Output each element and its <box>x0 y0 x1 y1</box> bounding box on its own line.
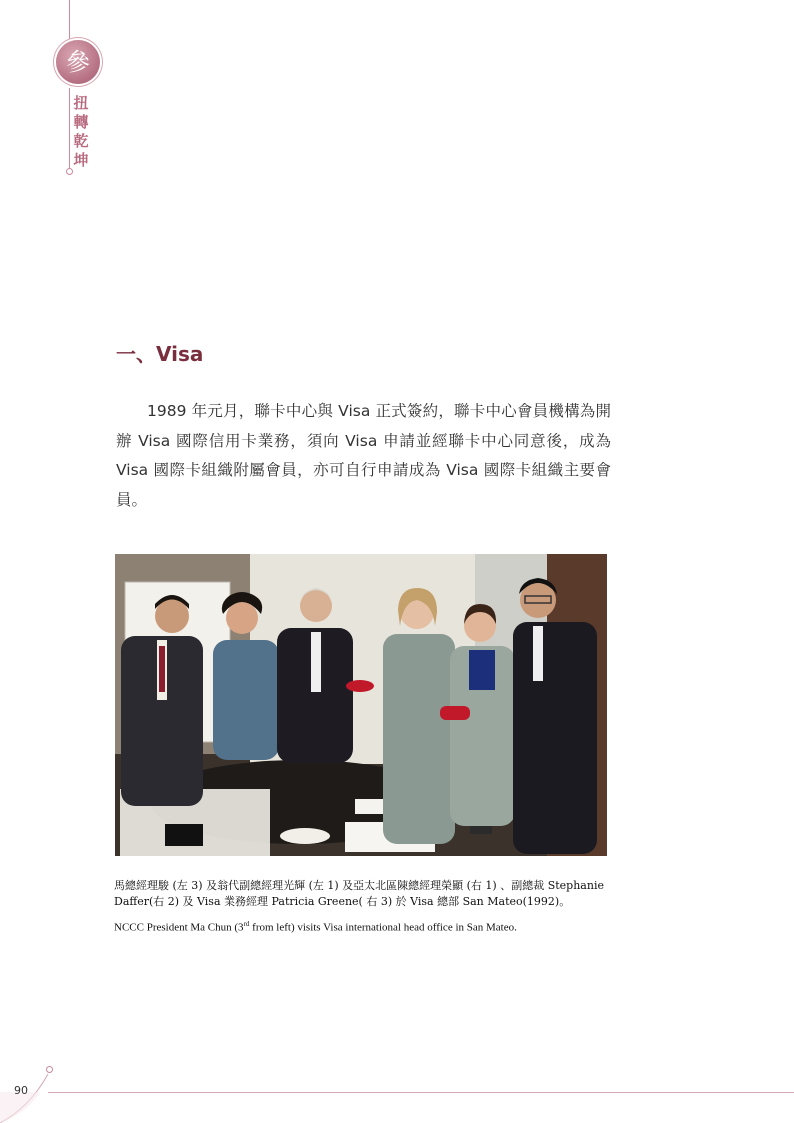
photo-caption-english <box>114 917 634 935</box>
sidebar-rule-top <box>69 0 70 40</box>
caption-en-superscript: rd <box>243 920 250 928</box>
chapter-title: 扭轉乾坤 <box>73 94 89 169</box>
section-paragraph: 1989 年元月，聯卡中心與 Visa 正式簽約，聯卡中心會員機構為開辦 Visa 國際信用卡業務，須向 Visa 申請並經聯卡中心同意後，成為 Visa 國際卡組織附屬會員，亦可自行申請成為 Visa 國際卡組織主要會員。 <box>116 402 611 509</box>
section-heading: 一、Visa <box>116 342 204 366</box>
group-photo <box>115 554 607 856</box>
photo-caption-chinese: 馬總經理駿 (左 3) 及翁代副總經理光輝 (左 1) 及亞太北區陳總經理榮顯 (右 1) 、副總裁 Stephanie Daffer(右 2) 及 Visa 業務經理 Patricia Greene( 右 3) 於 Visa 總部 San Mateo(1992)。 <box>114 879 604 908</box>
chapter-number: 參 <box>66 48 90 76</box>
group-photo-illustration <box>115 554 607 856</box>
footer-rule <box>48 1092 794 1093</box>
page-number: 90 <box>14 1084 28 1097</box>
footer-rule-dot <box>46 1066 53 1073</box>
sidebar-rule-end-dot <box>66 168 73 175</box>
caption-en-part-2: from left) visits Visa international head office in San Mateo. <box>249 921 517 934</box>
sidebar-rule-middle <box>69 88 70 170</box>
chapter-badge <box>56 40 100 84</box>
caption-en-part-1: NCCC President Ma Chun (3 <box>114 921 244 934</box>
